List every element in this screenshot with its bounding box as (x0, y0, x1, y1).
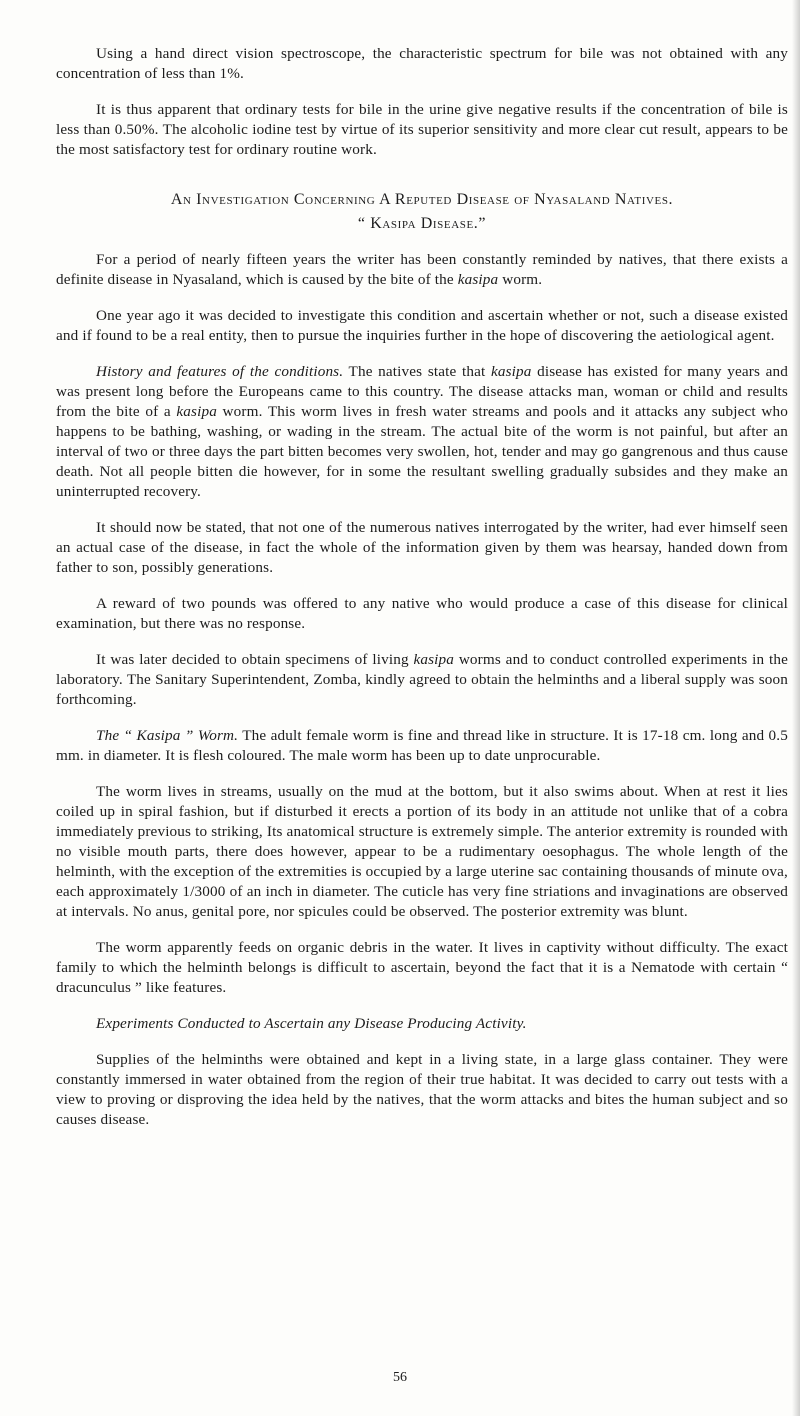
paragraph-worm-description (56, 726, 788, 766)
paragraph-worm-feeding: The worm apparently feeds on organic debris in the water. It lives in captivity without difficulty. The exact family to which the helminth belongs is difficult to ascertain, beyond the fact that it is a Nematode with certain “ dracunculus ” like features. (56, 939, 788, 996)
text-run: worms and to conduct controlled experiments in the laboratory. The Sanitary Superintendent, Zomba, kindly agreed to obtain the helminths and a liberal supply was soon forthcoming. (56, 651, 788, 708)
inline-subheading: The “ Kasipa ” Worm. (96, 727, 239, 744)
italic-term: kasipa (490, 363, 532, 380)
text-run: It was later decided to obtain specimens of living (96, 651, 414, 668)
inline-subheading: History and features of the conditions. (96, 363, 344, 380)
italic-term: kasipa (413, 651, 455, 668)
page-number: 56 (393, 1370, 407, 1385)
italic-term: kasipa (176, 403, 217, 420)
document-body (56, 44, 788, 1130)
text-run: For a period of nearly fifteen years the writer has been constantly reminded by natives, that there exists a definite disease in Nyasaland, which is caused by the bite of the (56, 251, 788, 288)
text-run: The adult female worm is fine and thread like in structure. It is 17-18 cm. long and 0.5 mm. in diameter. It is flesh coloured. The male worm has been up to date unprocurable. (56, 727, 788, 764)
paragraph-bile-spectroscope: Using a hand direct vision spectroscope, the characteristic spectrum for bile was not obtained with any concentration of less than 1%. (56, 45, 788, 82)
page-edge-shadow (792, 0, 800, 1416)
paragraph-specimens (56, 650, 788, 710)
paragraph-hearsay: It should now be stated, that not one of the numerous natives interrogated by the writer, had ever himself seen an actual case of the disease, in fact the whole of the information given by them was hearsay, handed down from father to son, possibly generations. (56, 519, 788, 576)
text-run: worm. This worm lives in fresh water streams and pools and it attacks any subject who happens to be bathing, washing, or wading in the stream. The actual bite of the worm is not painful, but after an interval of two or three days the part bitten becomes very swollen, hot, tender and may go gangrenous and thus cause death. Not all people bitten die however, for in some the resultant swelling gradually subsides and they make an uninterrupted recovery. (56, 403, 789, 500)
section-heading: An Investigation Concerning A Reputed Disease of Nyasaland Natives. (170, 191, 674, 208)
paragraph-worm-anatomy: The worm lives in streams, usually on the mud at the bottom, but it also swims about. When at rest it lies coiled up in spiral fashion, but if disturbed it erects a portion of its body in an attitude not unlike that of a cobra immediately previous to striking, Its anatomical structure is extremely simple. The anterior extremity is rounded with no visible mouth parts, there does however, appear to be a rudimentary oesophagus. The whole length of the helminth, with the exception of the extremities is occupied by a large uterine sac containing thousands of minute ova, each approximately 1/3000 of an inch in diameter. The cuticle has very fine striations and invaginations are observed at intervals. No anus, genital pore, nor spicules could be observed. The posterior extremity was blunt. (56, 783, 788, 920)
paragraph-reward: A reward of two pounds was offered to any native who would produce a case of this disease for clinical examination, but there was no response. (56, 595, 788, 632)
text-run: The natives state that (343, 363, 491, 380)
italic-term: kasipa (457, 271, 499, 288)
text-run: disease has existed for many years and was present long before the Europeans came to this country. The disease attacks man, woman or child and results from the bite of a (56, 363, 788, 420)
paragraph-bile-tests-conclusion: It is thus apparent that ordinary tests for bile in the urine give negative results if the concentration of bile is less than 0.50%. The alcoholic iodine test by virtue of its superior sensitivity and more clear cut result, appears to be the most satisfactory test for ordinary routine work. (56, 101, 788, 158)
experiments-subheading: Experiments Conducted to Ascertain any Disease Producing Activity. (96, 1015, 527, 1032)
section-subheading: “ Kasipa Disease.” (357, 215, 487, 232)
paragraph-investigation-decision: One year ago it was decided to investigate this condition and ascertain whether or not, such a disease existed and if found to be a real entity, then to pursue the inquiries further in the hope of discovering the aetiological agent. (56, 307, 788, 344)
paragraph-experiments: Supplies of the helminths were obtained and kept in a living state, in a large glass container. They were constantly immersed in water obtained from the region of their true habitat. It was decided to carry out tests with a view to proving or disproving the idea held by the natives, that the worm attacks and bites the human subject and so causes disease. (56, 1051, 788, 1128)
paragraph-history-features (56, 362, 788, 502)
paragraph-introduction (56, 250, 788, 290)
text-run: worm. (498, 271, 543, 288)
